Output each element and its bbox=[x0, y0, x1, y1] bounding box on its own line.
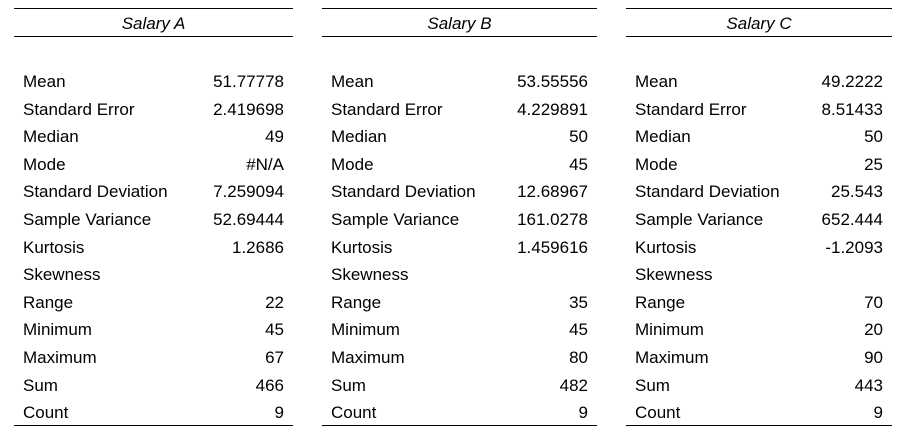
table-title: Salary C bbox=[726, 14, 792, 33]
salary-c-table bbox=[626, 0, 892, 444]
stat-label: Minimum bbox=[331, 320, 400, 340]
stat-label: Sum bbox=[331, 375, 366, 395]
stat-value: 51.77778 bbox=[213, 72, 284, 91]
stat-row-sum bbox=[322, 375, 597, 397]
stat-row-count bbox=[626, 402, 892, 424]
stat-value: 652.444 bbox=[821, 210, 883, 229]
stat-row-minimum bbox=[14, 319, 293, 341]
top-border bbox=[14, 8, 293, 9]
stat-label: Standard Error bbox=[23, 99, 135, 119]
table-title: Salary B bbox=[427, 14, 492, 33]
stat-row-skewness bbox=[14, 264, 293, 286]
stat-value: 161.0278 bbox=[517, 210, 588, 229]
stat-row-sum bbox=[626, 375, 892, 397]
stat-value: 45 bbox=[569, 154, 588, 174]
stat-label: Range bbox=[331, 292, 382, 312]
stat-label: Sample Variance bbox=[331, 210, 460, 229]
stat-row-maximum bbox=[322, 347, 597, 369]
stat-row-sample-variance bbox=[322, 209, 597, 231]
stat-label: Maximum bbox=[23, 348, 97, 367]
stat-label: Standard Error bbox=[635, 99, 747, 119]
stat-label: Kurtosis bbox=[635, 237, 697, 257]
stat-value: 2.419698 bbox=[213, 99, 284, 119]
stat-value: 4.229891 bbox=[517, 99, 588, 119]
table-title: Salary A bbox=[121, 14, 186, 33]
stat-row-standard-error bbox=[14, 99, 293, 121]
stat-label: Mean bbox=[635, 72, 678, 91]
stat-label: Maximum bbox=[331, 348, 405, 367]
stat-row-standard-error bbox=[322, 99, 597, 121]
stat-value: 45 bbox=[569, 320, 588, 340]
stat-row-mode bbox=[14, 154, 293, 176]
stat-row-median bbox=[626, 126, 892, 148]
stat-value: 49.2222 bbox=[821, 72, 883, 91]
bottom-border bbox=[14, 425, 293, 426]
stat-value: 443 bbox=[854, 375, 883, 395]
stat-value: 53.55556 bbox=[517, 72, 588, 91]
stat-row-count bbox=[14, 402, 293, 424]
stat-label: Range bbox=[23, 292, 74, 312]
stat-label: Median bbox=[331, 127, 387, 147]
stat-label: Mode bbox=[635, 154, 678, 174]
stat-label: Maximum bbox=[635, 348, 709, 367]
stat-row-range bbox=[322, 292, 597, 314]
stat-value: 1.459616 bbox=[517, 237, 588, 257]
stat-label: Range bbox=[635, 292, 686, 312]
stat-label: Mode bbox=[331, 154, 374, 174]
stat-label: Minimum bbox=[23, 320, 92, 340]
stat-value: 12.68967 bbox=[517, 182, 588, 202]
stat-label: Standard Deviation bbox=[635, 182, 780, 202]
stat-label: Skewness bbox=[635, 265, 713, 285]
stat-row-mode bbox=[626, 154, 892, 176]
stat-row-kurtosis bbox=[626, 237, 892, 259]
stat-value: 45 bbox=[265, 320, 284, 340]
stat-row-count bbox=[322, 402, 597, 424]
stat-value: 9 bbox=[873, 403, 883, 423]
stat-label: Skewness bbox=[23, 265, 101, 285]
stat-value: 9 bbox=[578, 403, 588, 423]
stat-label: Standard Deviation bbox=[331, 182, 476, 202]
stat-row-standard-deviation bbox=[322, 181, 597, 203]
stat-label: Standard Error bbox=[331, 99, 443, 119]
stat-value: 22 bbox=[265, 292, 284, 312]
stat-value: 70 bbox=[864, 292, 883, 312]
stat-value: 482 bbox=[559, 375, 588, 395]
stat-label: Median bbox=[23, 127, 79, 147]
stat-value: 1.2686 bbox=[232, 237, 284, 257]
stat-label: Kurtosis bbox=[23, 237, 85, 257]
stat-row-sum bbox=[14, 375, 293, 397]
header-border bbox=[322, 36, 597, 37]
bottom-border bbox=[626, 425, 892, 426]
stat-row-maximum bbox=[14, 347, 293, 369]
stat-label: Sample Variance bbox=[635, 210, 764, 229]
stat-value: 25 bbox=[864, 154, 883, 174]
stat-row-minimum bbox=[626, 319, 892, 341]
stat-label: Minimum bbox=[635, 320, 704, 340]
stat-label: Count bbox=[23, 403, 69, 423]
stat-row-median bbox=[14, 126, 293, 148]
stat-row-skewness bbox=[322, 264, 597, 286]
stat-value: 35 bbox=[569, 292, 588, 312]
top-border bbox=[322, 8, 597, 9]
stat-label: Mean bbox=[23, 72, 66, 91]
stat-row-mode bbox=[322, 154, 597, 176]
stat-row-standard-deviation bbox=[14, 181, 293, 203]
stat-value: #N/A bbox=[246, 154, 284, 174]
stat-row-sample-variance bbox=[626, 209, 892, 231]
salary-b-table bbox=[322, 0, 597, 444]
stat-value: 50 bbox=[569, 127, 588, 147]
stat-label: Sum bbox=[23, 375, 58, 395]
stat-label: Standard Deviation bbox=[23, 182, 168, 202]
stat-value: 20 bbox=[864, 320, 883, 340]
stat-row-mean bbox=[626, 71, 892, 93]
stat-value: 80 bbox=[569, 348, 588, 367]
stat-label: Sum bbox=[635, 375, 670, 395]
stat-value: 7.259094 bbox=[213, 182, 284, 202]
stat-row-median bbox=[322, 126, 597, 148]
stat-row-standard-error bbox=[626, 99, 892, 121]
stat-row-kurtosis bbox=[14, 237, 293, 259]
stat-value: 50 bbox=[864, 127, 883, 147]
stat-label: Mode bbox=[23, 154, 66, 174]
top-border bbox=[626, 8, 892, 9]
stat-value: 8.51433 bbox=[821, 99, 883, 119]
stat-label: Count bbox=[635, 403, 681, 423]
stat-value: -1.2093 bbox=[825, 237, 883, 257]
stat-row-minimum bbox=[322, 319, 597, 341]
stat-row-standard-deviation bbox=[626, 181, 892, 203]
stat-label: Skewness bbox=[331, 265, 409, 285]
stat-label: Kurtosis bbox=[331, 237, 393, 257]
stat-row-range bbox=[14, 292, 293, 314]
stat-label: Sample Variance bbox=[23, 210, 152, 229]
stat-value: 9 bbox=[274, 403, 284, 423]
stat-label: Median bbox=[635, 127, 691, 147]
stat-value: 466 bbox=[255, 375, 284, 395]
stat-row-mean bbox=[14, 71, 293, 93]
header-border bbox=[626, 36, 892, 37]
stat-label: Mean bbox=[331, 72, 374, 91]
stat-row-skewness bbox=[626, 264, 892, 286]
stat-row-maximum bbox=[626, 347, 892, 369]
stat-row-kurtosis bbox=[322, 237, 597, 259]
stat-row-sample-variance bbox=[14, 209, 293, 231]
stat-label: Count bbox=[331, 403, 377, 423]
stat-value: 52.69444 bbox=[213, 210, 284, 229]
salary-a-table bbox=[14, 0, 293, 444]
stat-value: 25.543 bbox=[831, 182, 883, 202]
bottom-border bbox=[322, 425, 597, 426]
header-border bbox=[14, 36, 293, 37]
stat-value: 67 bbox=[265, 348, 284, 367]
stat-value: 49 bbox=[265, 127, 284, 147]
stat-value: 90 bbox=[864, 348, 883, 367]
stat-row-mean bbox=[322, 71, 597, 93]
stat-row-range bbox=[626, 292, 892, 314]
